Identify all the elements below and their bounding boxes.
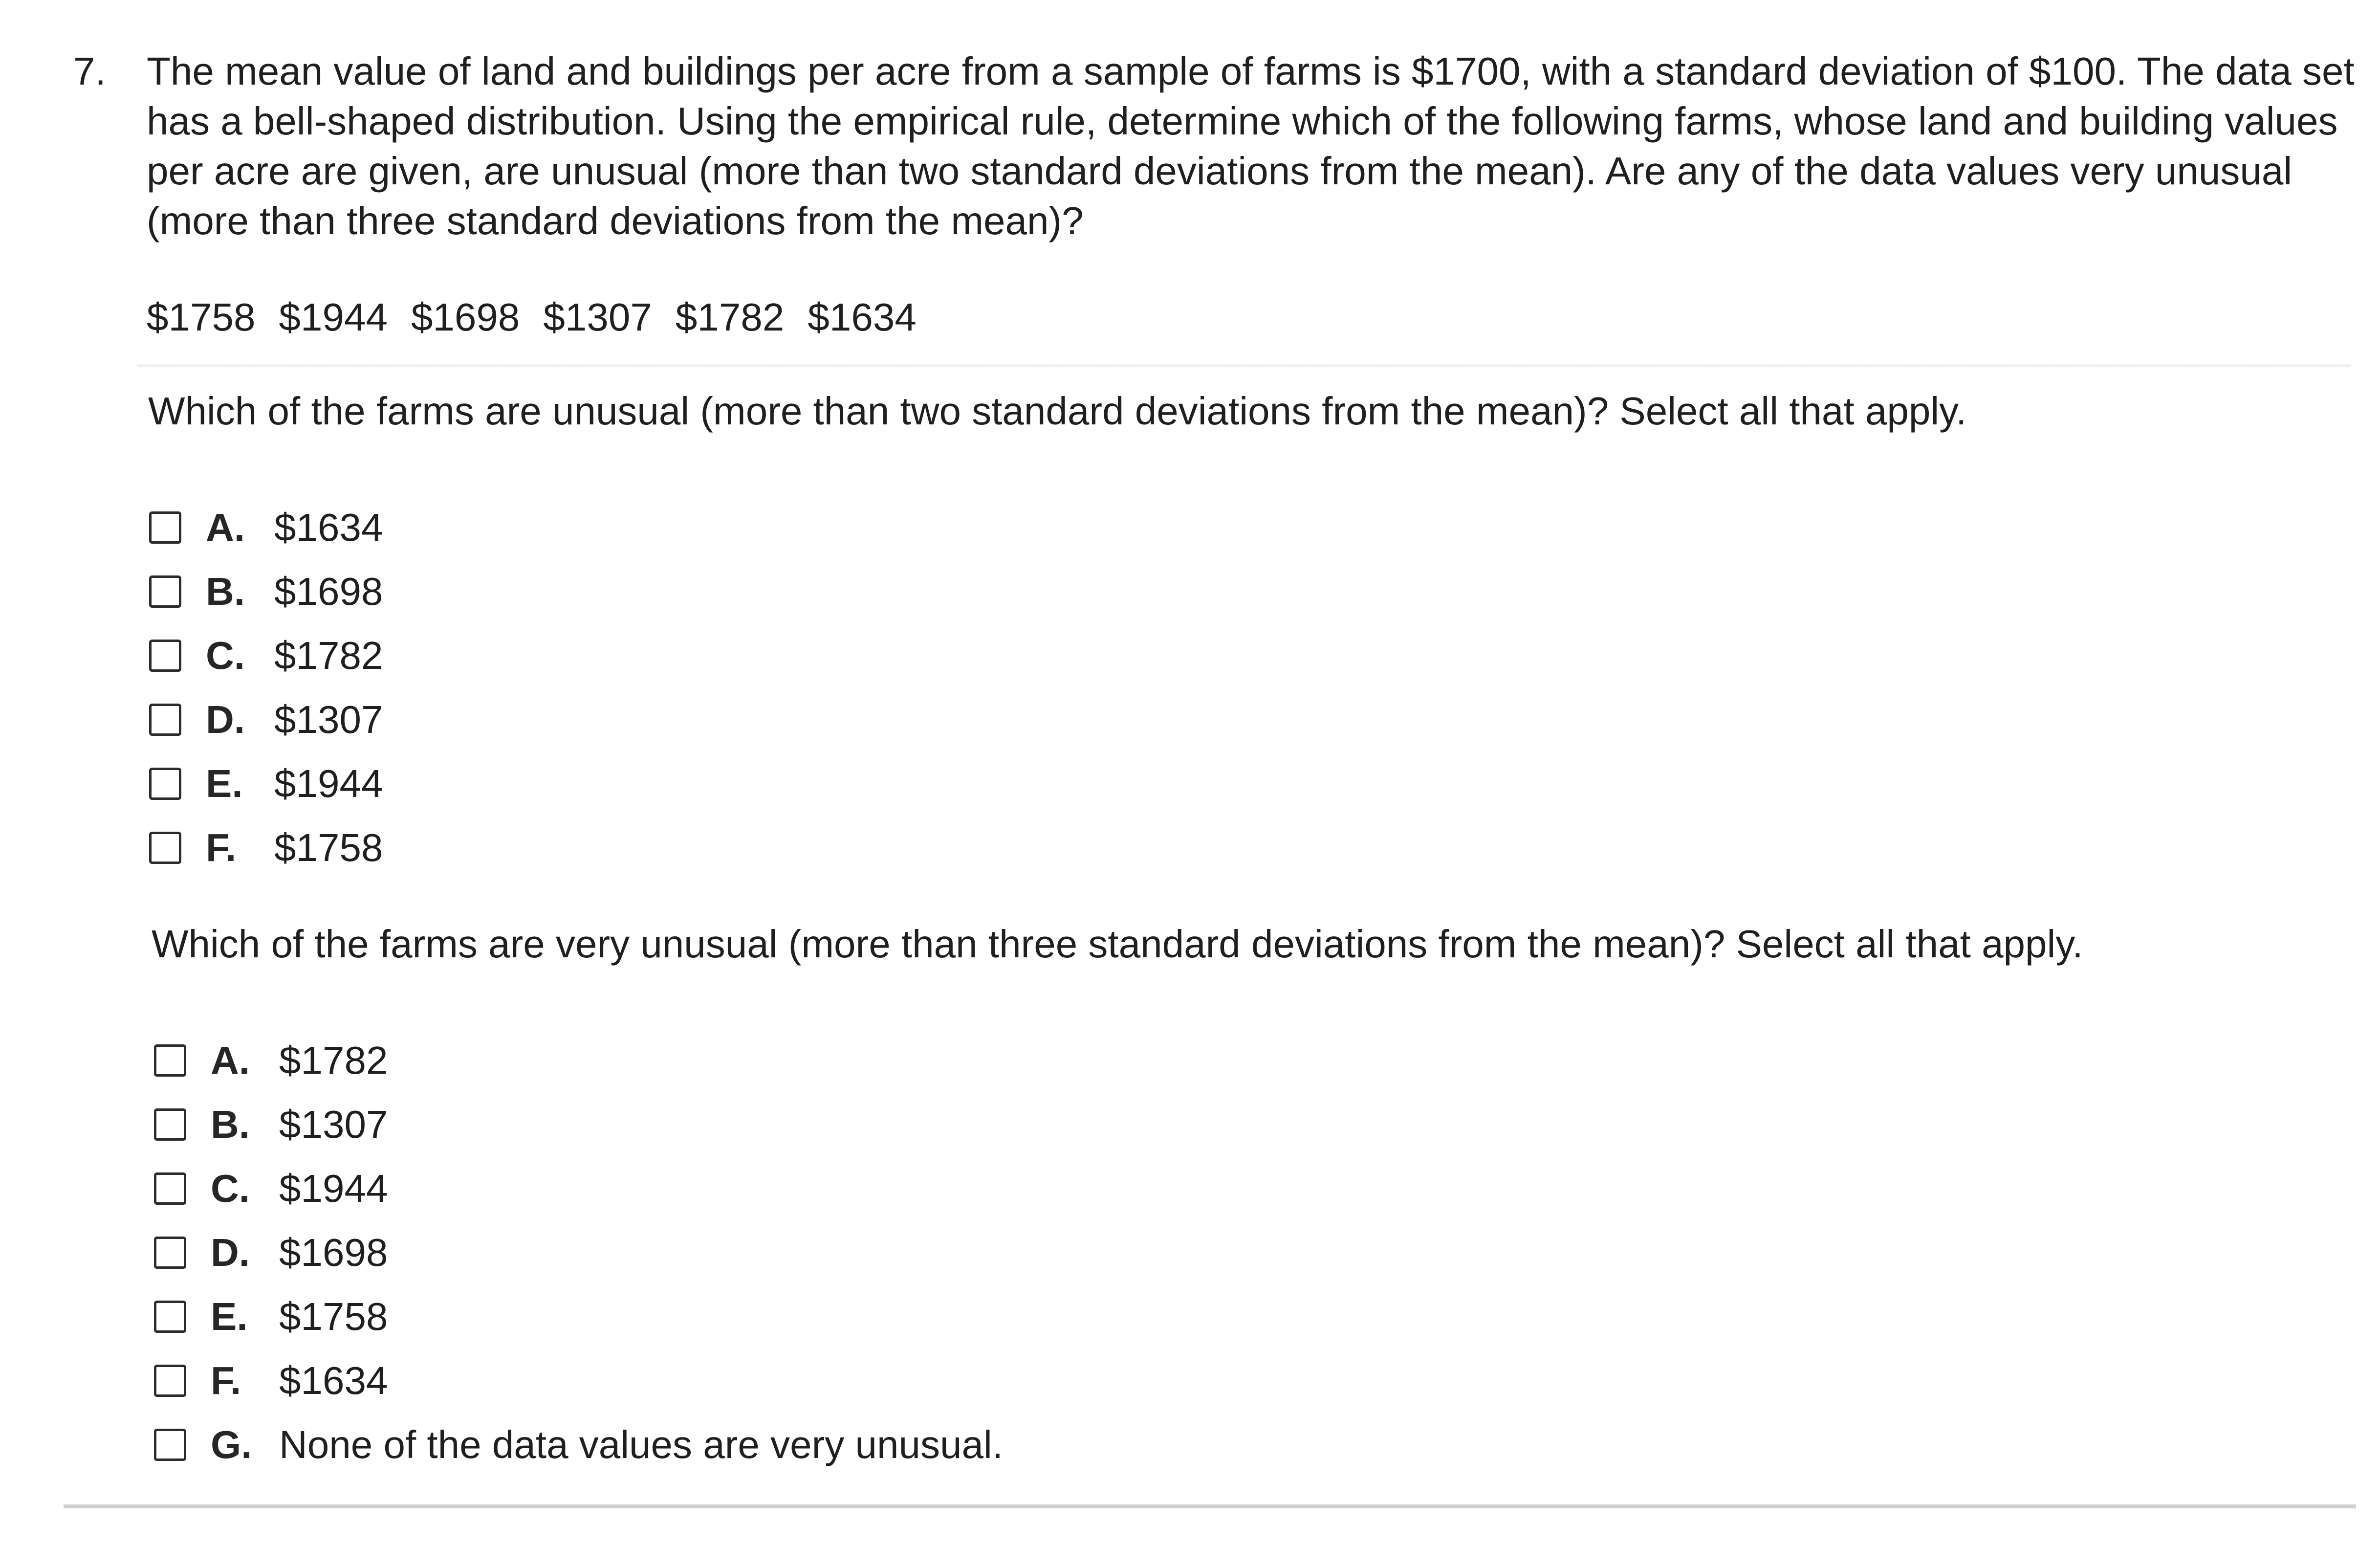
option-letter: A. <box>206 505 245 549</box>
option-value: $1634 <box>279 1358 388 1402</box>
part2-option-d[interactable] <box>154 1220 1003 1284</box>
checkbox[interactable] <box>149 575 181 608</box>
data-value: $1758 <box>147 295 256 339</box>
option-value: $1944 <box>279 1166 388 1210</box>
checkbox[interactable] <box>154 1237 186 1269</box>
part2-option-g[interactable] <box>154 1413 1003 1477</box>
data-value: $1782 <box>675 295 785 339</box>
data-value: $1944 <box>279 295 388 339</box>
part2-option-f[interactable] <box>154 1348 1003 1413</box>
checkbox[interactable] <box>149 832 181 864</box>
option-letter: F. <box>206 825 237 869</box>
checkbox[interactable] <box>154 1365 186 1397</box>
question-number: 7. <box>73 49 106 93</box>
option-letter: G. <box>211 1422 252 1466</box>
option-letter: D. <box>206 697 245 741</box>
part2-option-e[interactable] <box>154 1284 1003 1348</box>
option-value: $1307 <box>279 1102 388 1146</box>
part1-option-e[interactable] <box>149 751 383 816</box>
part2-prompt: Which of the farms are very unusual (more than three standard deviations from the mean)? Select all that apply. <box>152 922 2083 966</box>
checkbox[interactable] <box>154 1301 186 1333</box>
part1-options <box>149 495 383 880</box>
checkbox[interactable] <box>154 1108 186 1141</box>
option-value: $1782 <box>274 633 383 677</box>
option-value: $1758 <box>279 1294 388 1338</box>
part2-options <box>154 1028 1003 1477</box>
option-value: $1307 <box>274 697 383 741</box>
part1-prompt: Which of the farms are unusual (more than two standard deviations from the mean)? Select all that apply. <box>148 389 1967 433</box>
data-values <box>147 292 917 342</box>
part2-option-c[interactable] <box>154 1156 1003 1220</box>
option-letter: C. <box>206 633 245 677</box>
part2-option-b[interactable] <box>154 1092 1003 1156</box>
option-letter: F. <box>211 1358 241 1402</box>
part1-option-d[interactable] <box>149 687 383 751</box>
question-stem: The mean value of land and buildings per acre from a sample of farms is $1700, with a standard deviation of $100. The data set has a bell-shaped distribution. Using the empirical rule, determine which of the following farms, whose land and building values per acre are given, are unusual (more than two standard deviations from the mean). Are any of the data values very unusual (more than three standard deviations from the mean)? <box>147 49 2355 243</box>
option-value: $1698 <box>274 569 383 613</box>
checkbox[interactable] <box>149 511 181 544</box>
option-value: $1698 <box>279 1230 388 1274</box>
option-value: $1944 <box>274 761 383 805</box>
data-value: $1634 <box>808 295 917 339</box>
section-divider <box>137 364 2351 367</box>
option-letter: A. <box>211 1038 250 1082</box>
part1-option-f[interactable] <box>149 816 383 880</box>
checkbox[interactable] <box>149 640 181 672</box>
option-letter: D. <box>211 1230 250 1274</box>
part1-option-b[interactable] <box>149 559 383 623</box>
data-value: $1698 <box>411 295 520 339</box>
option-letter: B. <box>211 1102 250 1146</box>
checkbox[interactable] <box>149 768 181 800</box>
part1-option-a[interactable] <box>149 495 383 559</box>
option-letter: E. <box>211 1294 248 1338</box>
option-value: $1758 <box>274 825 383 869</box>
checkbox[interactable] <box>149 704 181 736</box>
bottom-divider <box>64 1504 2356 1508</box>
option-letter: B. <box>206 569 245 613</box>
option-value: $1634 <box>274 505 383 549</box>
option-letter: E. <box>206 761 243 805</box>
option-value: $1782 <box>279 1038 388 1082</box>
part2-option-a[interactable] <box>154 1028 1003 1092</box>
option-value: None of the data values are very unusual. <box>279 1422 1003 1466</box>
checkbox[interactable] <box>154 1172 186 1205</box>
option-letter: C. <box>211 1166 250 1210</box>
checkbox[interactable] <box>154 1044 186 1077</box>
checkbox[interactable] <box>154 1429 186 1461</box>
part1-option-c[interactable] <box>149 623 383 687</box>
data-value: $1307 <box>543 295 652 339</box>
